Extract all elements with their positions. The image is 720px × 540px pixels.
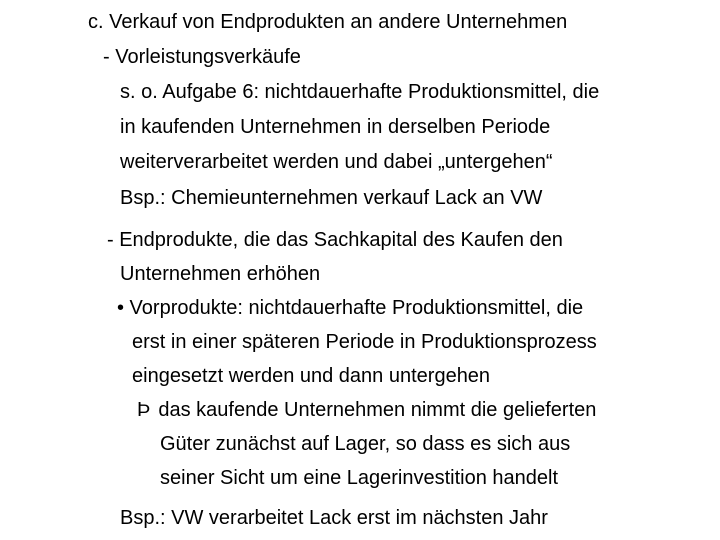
heading: c. Verkauf von Endprodukten an andere Unternehmen bbox=[88, 11, 568, 33]
implication-text-1: das kaufende Unternehmen nimmt die gelieferten bbox=[158, 399, 597, 421]
implication-arrow-icon: Þ bbox=[137, 399, 151, 421]
bullet-vorprodukte-line-2: erst in einer späteren Periode in Produktionsprozess bbox=[132, 331, 597, 353]
bullet-vorprodukte-line-1: • Vorprodukte: nichtdauerhafte Produktionsmittel, die bbox=[117, 297, 584, 319]
section-vorleistung-title: - Vorleistungsverkäufe bbox=[103, 46, 301, 68]
section-vorleistung-desc-line-3: weiterverarbeitet werden und dabei „untergehen“ bbox=[120, 151, 553, 173]
section-vorleistung-desc-line-1: s. o. Aufgabe 6: nichtdauerhafte Produktionsmittel, die bbox=[120, 81, 600, 103]
section-vorleistung-desc-line-2: in kaufenden Unternehmen in derselben Periode bbox=[120, 116, 551, 138]
section-endprodukte-title-line-1: - Endprodukte, die das Sachkapital des Kaufen den bbox=[107, 229, 563, 251]
section-endprodukte-example: Bsp.: VW verarbeitet Lack erst im nächsten Jahr bbox=[120, 507, 548, 529]
section-vorleistung-example: Bsp.: Chemieunternehmen verkauf Lack an VW bbox=[120, 187, 543, 209]
implication-line-3: seiner Sicht um eine Lagerinvestition handelt bbox=[160, 467, 559, 489]
implication-line-1 bbox=[137, 398, 596, 422]
bullet-vorprodukte-line-3: eingesetzt werden und dann untergehen bbox=[132, 365, 491, 387]
implication-line-2: Güter zunächst auf Lager, so dass es sich aus bbox=[160, 433, 571, 455]
section-endprodukte-title-line-2: Unternehmen erhöhen bbox=[120, 263, 321, 285]
